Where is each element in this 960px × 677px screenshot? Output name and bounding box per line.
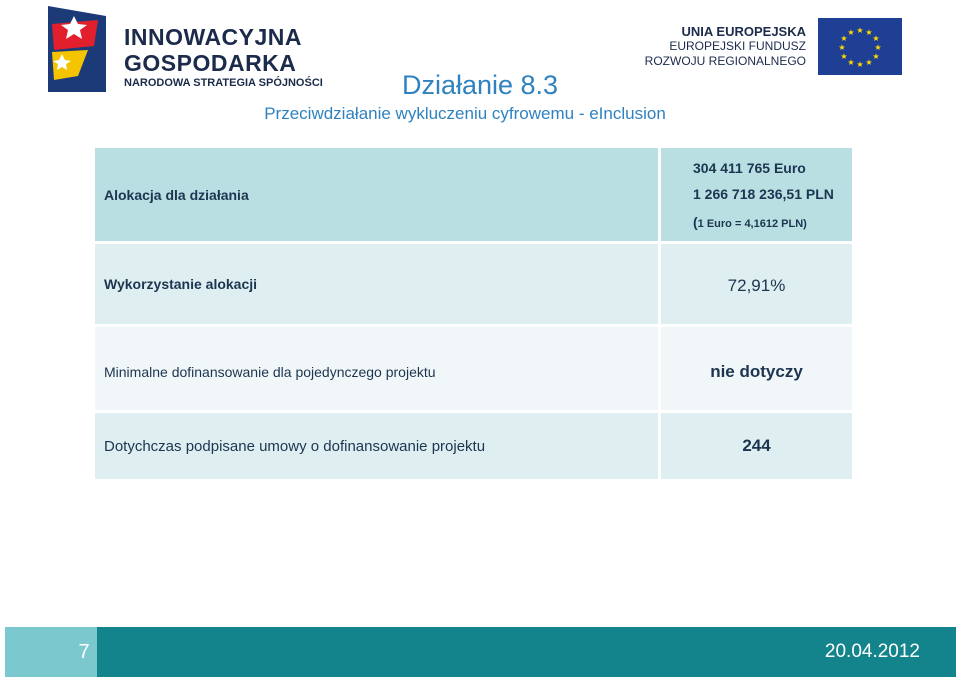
page-number: 7: [5, 627, 97, 677]
svg-text:★: ★: [856, 26, 864, 35]
page-title: Działanie 8.3: [401, 70, 559, 100]
svg-text:★: ★: [872, 52, 880, 61]
footer: [5, 627, 956, 677]
svg-text:★: ★: [856, 60, 864, 69]
exchange-rate: (1 Euro = 4,1612 PLN): [693, 214, 807, 230]
svg-text:★: ★: [865, 58, 873, 67]
svg-text:★: ★: [874, 43, 882, 52]
eu-flag-icon: [818, 18, 902, 75]
eu-line-3: ROZWOJU REGIONALNEGO: [644, 54, 806, 68]
eu-logo-text: [645, 24, 806, 69]
eu-line-1: UNIA EUROPEJSKA: [681, 24, 806, 39]
page-subtitle: Przeciwdziałanie wykluczeniu cyfrowemu - eInclusion: [264, 104, 666, 123]
logo-line-2: GOSPODARKA: [124, 50, 297, 76]
row-value: [661, 148, 852, 241]
svg-text:★: ★: [838, 43, 846, 52]
logo-line-3: NARODOWA STRATEGIA SPÓJNOŚCI: [124, 77, 323, 89]
row-label: Dotychczas podpisane umowy o dofinansowanie projektu: [95, 413, 658, 479]
svg-text:★: ★: [840, 34, 848, 43]
row-value: 72,91%: [661, 244, 852, 324]
eu-line-2: EUROPEJSKI FUNDUSZ: [669, 39, 806, 53]
value-euro: 304 411 765 Euro: [693, 160, 806, 176]
logo-line-1: INNOWACYJNA: [124, 24, 303, 50]
table-row: [95, 413, 852, 479]
row-value: 244: [661, 413, 852, 479]
footer-date: 20.04.2012: [97, 627, 956, 677]
svg-text:★: ★: [847, 28, 855, 37]
table-row: [95, 244, 852, 324]
svg-text:★: ★: [865, 28, 873, 37]
row-label: Minimalne dofinansowanie dla pojedynczego projektu: [95, 327, 658, 410]
row-label: Alokacja dla działania: [95, 148, 658, 241]
svg-text:★: ★: [840, 52, 848, 61]
table-row: [95, 327, 852, 410]
row-label: Wykorzystanie alokacji: [95, 244, 658, 324]
value-pln: 1 266 718 236,51 PLN: [693, 186, 834, 202]
allocation-table: [95, 148, 852, 482]
svg-text:★: ★: [847, 58, 855, 67]
row-value: nie dotyczy: [661, 327, 852, 410]
table-row: [95, 148, 852, 241]
svg-text:★: ★: [872, 34, 880, 43]
